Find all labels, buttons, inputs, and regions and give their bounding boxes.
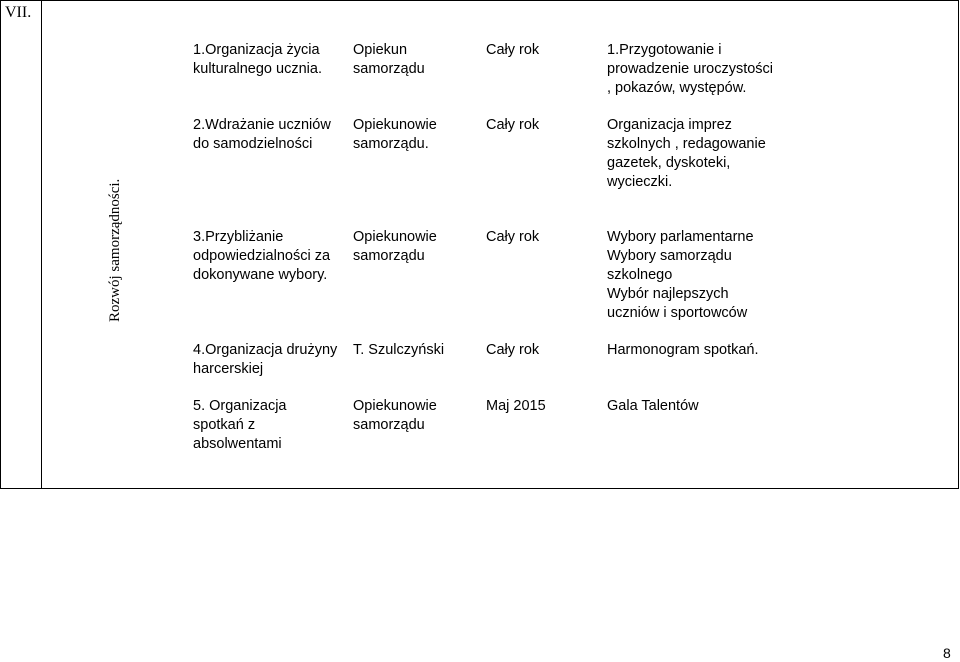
row-5-form: Gala Talentów (607, 398, 699, 414)
row-1-term: Cały rok (486, 42, 540, 58)
row-4-task: 4.Organizacja drużyny harcerskiej (193, 342, 338, 377)
row-2-responsible: Opiekunowie samorządu. (353, 117, 437, 152)
section-label: VII. (5, 4, 32, 21)
row-5-task: 5. Organizacja spotkań z absolwentami (193, 398, 287, 452)
row-3-task: 3.Przybliżanie odpowiedzialności za dokonywane wybory. (193, 229, 331, 283)
row-5-responsible: Opiekunowie samorządu (353, 398, 437, 433)
table-border-left (0, 0, 1, 489)
row-4-term: Cały rok (486, 342, 540, 358)
row-4-form: Harmonogram spotkań. (607, 342, 759, 358)
table-border-bottom (0, 488, 959, 489)
row-5-term: Maj 2015 (486, 398, 546, 414)
row-2-task: 2.Wdrażanie uczniów do samodzielności (193, 117, 331, 152)
row-1-form: 1.Przygotowanie i prowadzenie uroczystości , pokazów, występów. (607, 42, 774, 96)
row-1-task: 1.Organizacja życia kulturalnego ucznia. (193, 42, 322, 77)
row-1-responsible: Opiekun samorządu (353, 42, 425, 77)
row-3-form: Wybory parlamentarne Wybory samorządu szkolnego Wybór najlepszych uczniów i sportowców (607, 229, 754, 321)
row-3-term: Cały rok (486, 229, 540, 245)
table-border-right (958, 0, 959, 489)
page-number: 8 (943, 645, 951, 661)
table-divider-col1 (41, 0, 42, 489)
row-2-form: Organizacja imprez szkolnych , redagowanie gazetek, dyskoteki, wycieczki. (607, 117, 766, 190)
table-border-top (0, 0, 959, 1)
row-4-responsible: T. Szulczyński (353, 342, 445, 358)
row-2-term: Cały rok (486, 117, 540, 133)
row-3-responsible: Opiekunowie samorządu (353, 229, 437, 264)
side-label: Rozwój samorządności. (107, 178, 123, 322)
